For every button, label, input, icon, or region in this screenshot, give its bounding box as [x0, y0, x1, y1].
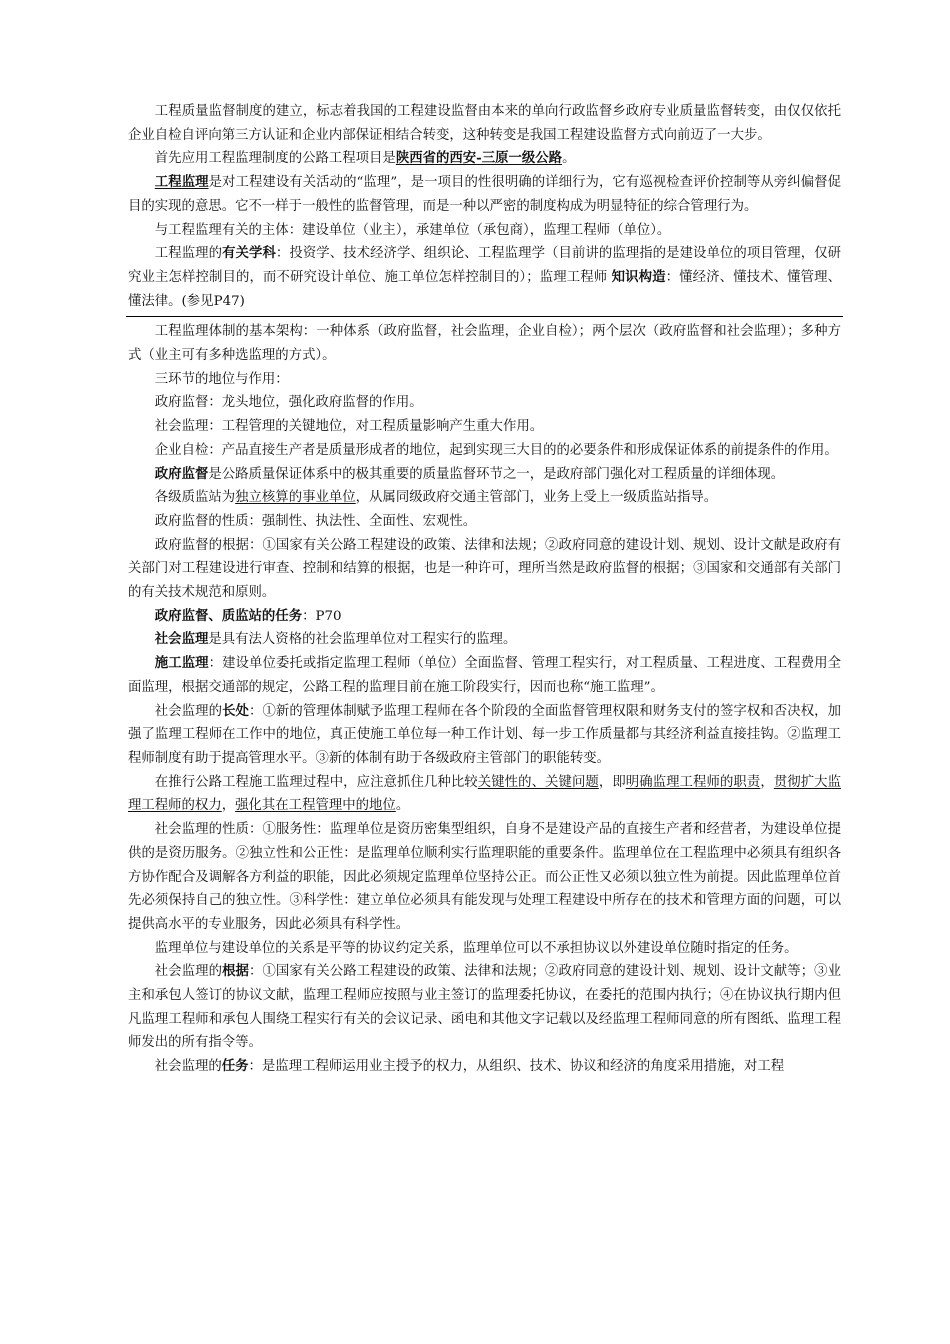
paragraph-text: 工程监理体制的基本架构：一种体系（政府监督，社会监理，企业自检）；两个层次（政府监督和社会监理）；多种方式（业主可有多种选监理的方式）。 [128, 324, 841, 364]
paragraph [128, 1055, 841, 1079]
emphasis-text [396, 150, 562, 166]
paragraph-text: 监理单位与建设单位的关系是平等的协议约定关系，监理单位可以不承担协议以外建设单位随时指定的任务。 [154, 940, 798, 956]
emphasis-text: 根据 [222, 963, 249, 980]
paragraph-text: ：①新的管理体制赋予监理工程师在各个阶段的全面监督管理权限和财务支付的签字权和否决权，加强了监理工程师在工作中的地位，真正使施工单位每一种工作计划、每一步工作质量都与其经济利益直接挂钩。②监理工程师制度有助于提高管理水平。③新的体制有助于各级政府主管部门的职能转变。 [128, 703, 842, 766]
paragraph [128, 391, 841, 415]
paragraph-text: 各级质监站为 [154, 490, 236, 506]
paragraph [128, 242, 841, 313]
paragraph [128, 320, 841, 367]
emphasis-text: 贯彻扩大监理工程师的权力 [128, 774, 842, 814]
paragraph-text: 社会监理的 [154, 1059, 222, 1075]
paragraph [128, 605, 841, 629]
paragraph-text: 社会监理：工程管理的关键地位，对工程质量影响产生重大作用。 [154, 419, 544, 435]
paragraph [128, 628, 841, 652]
paragraph [128, 439, 841, 463]
paragraph-text: ：①国家有关公路工程建设的政策、法律和法规；②政府同意的建设计划、规划、设计文献等；③业主和承包人签订的协议文献，监理工程师应按照与业主签订的监理委托协议，在委托的范围内执行；④在协议执行期内但凡监理工程师和承包人围绕工程实行有关的会议记录、函电和其他文字记载以及经监理工程师同意的所有图纸、监理工程师发出的所有指令等。 [128, 964, 842, 1051]
paragraph-text: 在推行公路工程施工监理过程中，应注意抓住几种比较 [154, 774, 478, 790]
paragraph-text: 。 [562, 151, 576, 167]
emphasis-text: 独立核算的事业单位 [235, 490, 356, 506]
emphasis-text: 陕西省的西安-三原一级公路 [395, 150, 563, 167]
paragraph-text: 三环节的地位与作用： [154, 371, 289, 387]
paragraph-text: ，从属同级政府交通主管部门，业务上受上一级质监站指导。 [355, 490, 718, 506]
emphasis-text [155, 174, 209, 190]
emphasis-text: 知识构造 [611, 268, 666, 285]
paragraph [128, 486, 841, 510]
paragraph-text: 社会监理的 [154, 964, 223, 980]
paragraph-text: ：是监理工程师运用业主授予的权力，从组织、技术、协议和经济的角度采用措施，对工程 [248, 1059, 785, 1075]
paragraph [128, 937, 841, 961]
paragraph-text: 。 [395, 798, 410, 814]
emphasis-text: 关键性的、关键问题 [477, 774, 599, 790]
paragraph-text: ：P70 [302, 608, 342, 624]
paragraph-text: 社会监理的 [154, 703, 223, 719]
paragraph [128, 368, 841, 392]
paragraph-text: 工程监理的 [154, 246, 223, 262]
paragraph [128, 100, 841, 147]
emphasis-text: 明确监理工程师的职责 [625, 774, 761, 790]
paragraph [128, 510, 841, 534]
paragraph-text: ， [760, 774, 774, 790]
paragraph [128, 652, 841, 699]
paragraph [128, 463, 841, 487]
paragraph-text: ：投资学、技术经济学、组织论、工程监理学（目前讲的监理指的是建设单位的项目管理，仅研究业主怎样控制目的，而不研究设计单位、施工单位怎样控制目的）；监理工程师 [128, 246, 841, 285]
emphasis-text: 政府监督、质监站的任务 [154, 607, 303, 624]
emphasis-text: 工程监理 [154, 174, 209, 191]
paragraph-text: ：建设单位委托或指定监理工程师（单位）全面监督、管理工程实行，对工程质量、工程进度、工程费用全面监理，根据交通部的规定，公路工程的监理目前在施工阶段实行，因而也称“施工监理”。 [128, 656, 841, 695]
emphasis-text: 任务 [221, 1058, 249, 1075]
paragraph [128, 171, 841, 218]
paragraph-text: 是具有法人资格的社会监理单位对工程实行的监理。 [208, 632, 517, 648]
paragraph [128, 147, 841, 171]
paragraph-text: 是公路质量保证体系中的极其重要的质量监督环节之一，是政府部门强化对工程质量的详细体现。 [208, 466, 785, 482]
paragraph-text: 社会监理的性质：①服务性：监理单位是资历密集型组织，自身不是建设产品的直接生产者和经营者，为建设单位提供的是资历服务。②独立性和公正性：是监理单位顺利实行监理职能的重要条件。监理单位在工程监理中必须具有组织各方协作配合及调解各方利益的职能，因此必须规定监理单位坚持公正。而公正性又必须以独立性为前提。因此监理单位首先必须保持自己的独立性。③科学性：建立单位必须具有能发现与处理工程建设中所存在的技术和管理方面的问题，可以提供高水平的专业服务，因此必须具有科学性。 [128, 822, 841, 932]
paragraph-text: 首先应用工程监理制度的公路工程项目是 [154, 151, 396, 167]
paragraph-text: ：懂经济、懂技术、懂管理、懂法律。(参见P47) [128, 269, 842, 309]
paragraph-text: 企业自检：产品直接生产者是质量形成者的地位，起到实现三大目的的必要条件和形成保证体系的前提条件的作用。 [154, 442, 838, 458]
paragraph [128, 818, 841, 937]
emphasis-text: 政府监督 [154, 465, 209, 482]
section-divider [126, 316, 843, 317]
emphasis-text: 社会监理 [154, 631, 209, 648]
paragraph-text: ， [221, 798, 236, 814]
emphasis-text: 施工监理 [154, 655, 209, 672]
paragraph-text: 是对工程建设有关活动的“监理”，是一项目的性很明确的详细行为，它有巡视检查评价控制等从旁纠偏督促目的实现的意思。它不一样于一般性的监督管理，而是一种以严密的制度构成为明显特征的综合管理行为。 [128, 175, 841, 214]
document-page [128, 100, 841, 1079]
paragraph-text: 与工程监理有关的主体：建设单位（业主），承建单位（承包商），监理工程师（单位）。 [154, 222, 671, 238]
paragraph [128, 415, 841, 439]
paragraph [128, 771, 841, 818]
emphasis-text: 长处 [222, 702, 249, 719]
paragraph [128, 960, 841, 1055]
paragraph-text: ，即 [598, 774, 626, 790]
paragraph-text: 政府监督：龙头地位，强化政府监督的作用。 [154, 395, 423, 411]
paragraph-text: 工程质量监督制度的建立，标志着我国的工程建设监督由本来的单向行政监督乡政府专业质量监督转变，由仅仅依托企业自检自评向第三方认证和企业内部保证相结合转变，这种转变是我国工程建设监督方式向前迈了一大步。 [128, 104, 841, 143]
paragraph [128, 219, 841, 243]
paragraph [128, 534, 841, 605]
paragraph-text: 政府监督的性质：强制性、执法性、全面性、宏观性。 [154, 513, 477, 529]
emphasis-text: 强化其在工程管理中的地位 [235, 798, 396, 814]
paragraph-text: 政府监督的根据：①国家有关公路工程建设的政策、法律和法规；②政府同意的建设计划、规划、设计文献是政府有关部门对工程建设进行审查、控制和结算的根据，也是一种许可，理所当然是政府监督的根据；③国家和交通部有关部门的有关技术规范和原则。 [128, 537, 841, 601]
emphasis-text: 有关学科 [222, 245, 276, 262]
paragraph [128, 700, 841, 771]
